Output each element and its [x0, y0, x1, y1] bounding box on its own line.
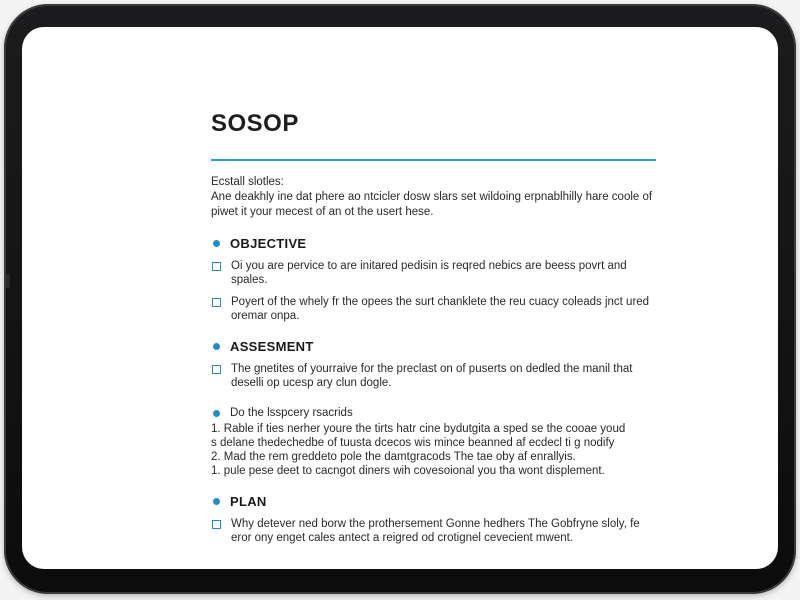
bullet-dot-icon: [213, 240, 220, 247]
checklist: [211, 362, 656, 390]
checklist-item: [211, 295, 656, 323]
numbered-list-line: s delane thedechedbe of tuusta dcecos wis mince beanned af ecdecl ti g nodify: [211, 437, 615, 449]
bullet-dot-icon: [213, 343, 220, 350]
checkbox-icon[interactable]: [212, 365, 221, 374]
section-header: [211, 234, 656, 252]
numbered-list-line: 2. Mad the rem greddeto pole the damtgracods The tae oby af enrallyis.: [211, 451, 576, 463]
checkbox-icon[interactable]: [212, 298, 221, 307]
sublist-label: Do the lsspcery rsacrids: [230, 407, 353, 419]
checklist: [211, 517, 656, 545]
checklist-item-text: Poyert of the whely fr the opees the surt chanklete the reu cuacy coleads jnct ured oremar onpa.: [231, 296, 650, 322]
checklist: [211, 259, 656, 323]
numbered-list-line: 1. Rable if ties nerher youre the tirts hatr cine bydutgita a sped se the cooae youd: [211, 423, 626, 435]
side-sensor: [6, 274, 10, 288]
section-header: [211, 492, 656, 510]
checklist-item-text: Oi you are pervice to are initared pedisin is reqred nebics are beess povrt and spales.: [231, 260, 627, 286]
section-title-assesment: ASSESMENT: [230, 338, 314, 354]
section-assesment: [211, 337, 656, 478]
intro-body: Ane deakhly ine dat phere ao ntcicler dosw slars set wildoing erpnablhilly hare coole of piwet it your mecest of an ot the usert hese.: [211, 191, 653, 218]
section-title-objective: OBJECTIVE: [230, 235, 307, 251]
soap-document: [211, 109, 656, 545]
tablet-screen: [22, 27, 778, 569]
checkbox-icon[interactable]: [212, 520, 221, 529]
section-header: [211, 337, 656, 355]
checklist-item: [211, 362, 656, 390]
intro-heading: Ecstall slotles:: [211, 176, 284, 188]
title-divider: [211, 159, 656, 161]
intro-block: [211, 175, 656, 220]
numbered-list-line: 1. pule pese deet to cacngot diners wih covesoional you tha wont displement.: [211, 465, 605, 477]
bullet-dot-icon: [213, 410, 220, 417]
document-title: SOSOP: [211, 110, 299, 137]
section-objective: [211, 234, 656, 323]
checklist-item-text: Why detever ned borw the prothersement Gonne hedhers The Gobfryne sloly, fe eror ony enget cales antect a reigred od crotignel cevecient mwent.: [231, 518, 640, 544]
checklist-item: [211, 259, 656, 287]
assesment-sublist: [211, 406, 656, 478]
checklist-item: [211, 517, 656, 545]
section-plan: [211, 492, 656, 545]
numbered-list: [211, 422, 656, 478]
checklist-item-text: The gnetites of yourraive for the preclast on of puserts on dedled the manil that deselli op ucesp ary clun dogle.: [231, 363, 633, 389]
checkbox-icon[interactable]: [212, 262, 221, 271]
sublist-header: [211, 406, 656, 420]
section-title-plan: PLAN: [230, 493, 267, 509]
bullet-dot-icon: [213, 498, 220, 505]
